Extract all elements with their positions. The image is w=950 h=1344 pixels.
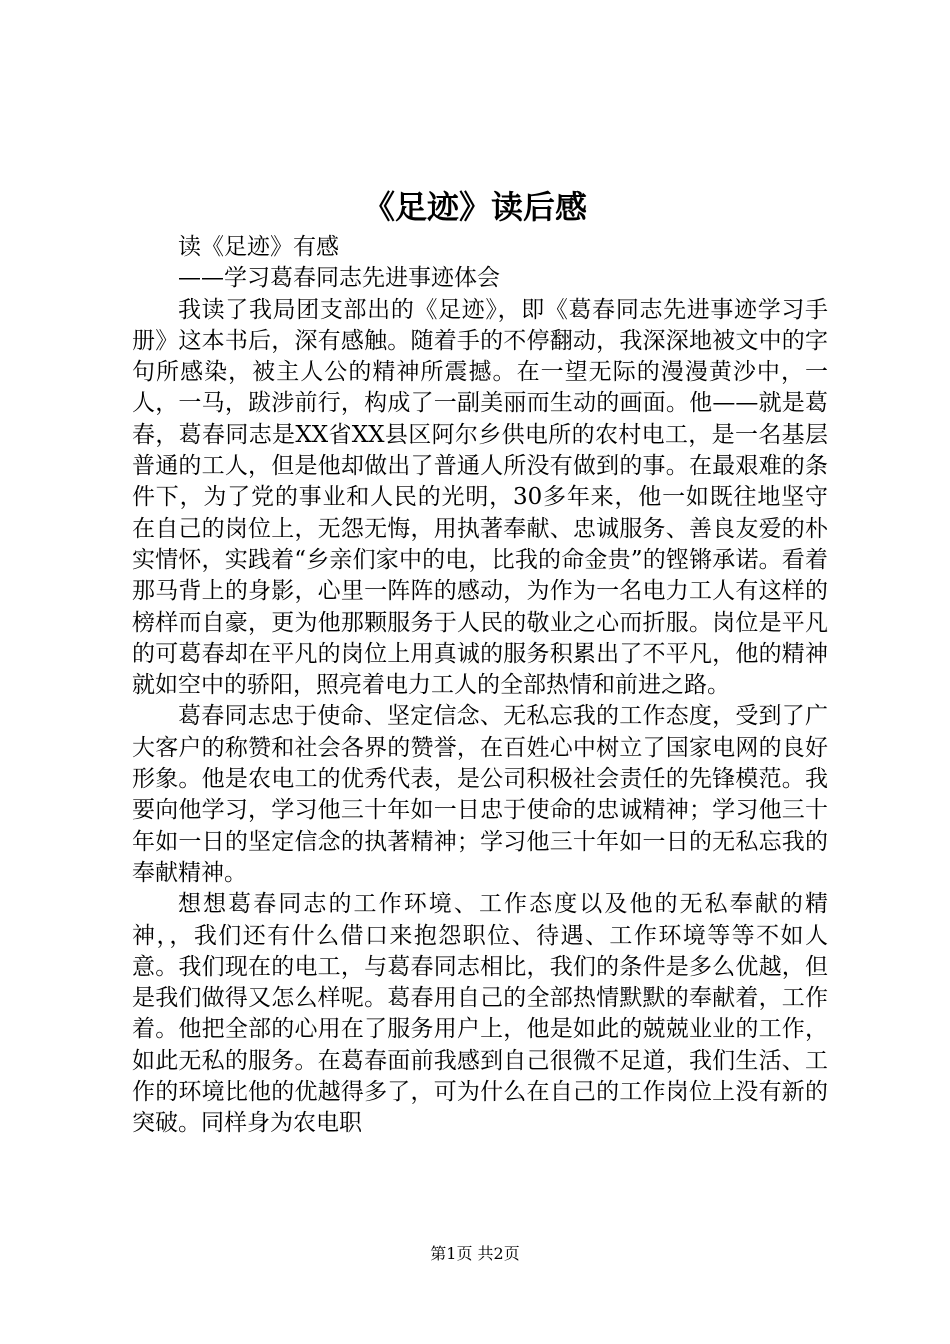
paragraph-3: 想想葛春同志的工作环境、工作态度以及他的无私奉献的精神，，我们还有什么借口来抱怨职位、待遇、工作环境等等不如人意。我们现在的电工，与葛春同志相比，我们的条件是多么优越，但是我们做得又怎么样呢。葛春用自己的全部热情默默的奉献着，工作着。他把全部的心用在了服务用户上，他是如此的兢兢业业的工作，如此无私的服务。在葛春面前我感到自己很微不足道，我们生活、工作的环境比他的优越得多了，可为什么在自己的工作岗位上没有新的突破。同样身为农电职 [132, 891, 828, 1137]
subtitle-line-1: 读《足迹》有感 [178, 234, 339, 260]
page-footer: 第1页 共2页 [430, 1244, 520, 1263]
paragraph-1: 我读了我局团支部出的《足迹》，即《葛春同志先进事迹学习手册》这本书后，深有感触。随着手的不停翻动，我深深地被文中的字句所感染，被主人公的精神所震撼。在一望无际的漫漫黄沙中，一人，一马，跋涉前行，构成了一副美丽而生动的画面。他——就是葛春，葛春同志是XX省XX县区阿尔乡供电所的农村电工，是一名基层普通的工人，但是他却做出了普通人所没有做到的事。在最艰难的条件下，为了党的事业和人民的光明，30多年来，他一如既往地坚守在自己的岗位上，无怨无悔，用执著奉献、忠诚服务、善良友爱的朴实情怀，实践着“乡亲们家中的电，比我的命金贵”的铿锵承诺。看着那马背上的身影，心里一阵阵的感动，为作为一名电力工人有这样的榜样而自豪，更为他那颗服务于人民的敬业之心而折服。岗位是平凡的可葛春却在平凡的岗位上用真诚的服务积累出了不平凡，他的精神就如空中的骄阳，照亮着电力工人的全部热情和前进之路。 [132, 296, 828, 699]
document-body [132, 232, 828, 1140]
subtitle-line-2: ——学习葛春同志先进事迹体会 [178, 265, 500, 292]
document-title: 《足迹》读后感 [362, 188, 587, 226]
paragraph-2: 葛春同志忠于使命、坚定信念、无私忘我的工作态度，受到了广大客户的称赞和社会各界的赞誉，在百姓心中树立了国家电网的良好形象。他是农电工的优秀代表，是公司积极社会责任的先锋模范。我要向他学习，学习他三十年如一日忠于使命的忠诚精神；学习他三十年如一日的坚定信念的执著精神；学习他三十年如一日的无私忘我的奉献精神。 [132, 703, 828, 886]
